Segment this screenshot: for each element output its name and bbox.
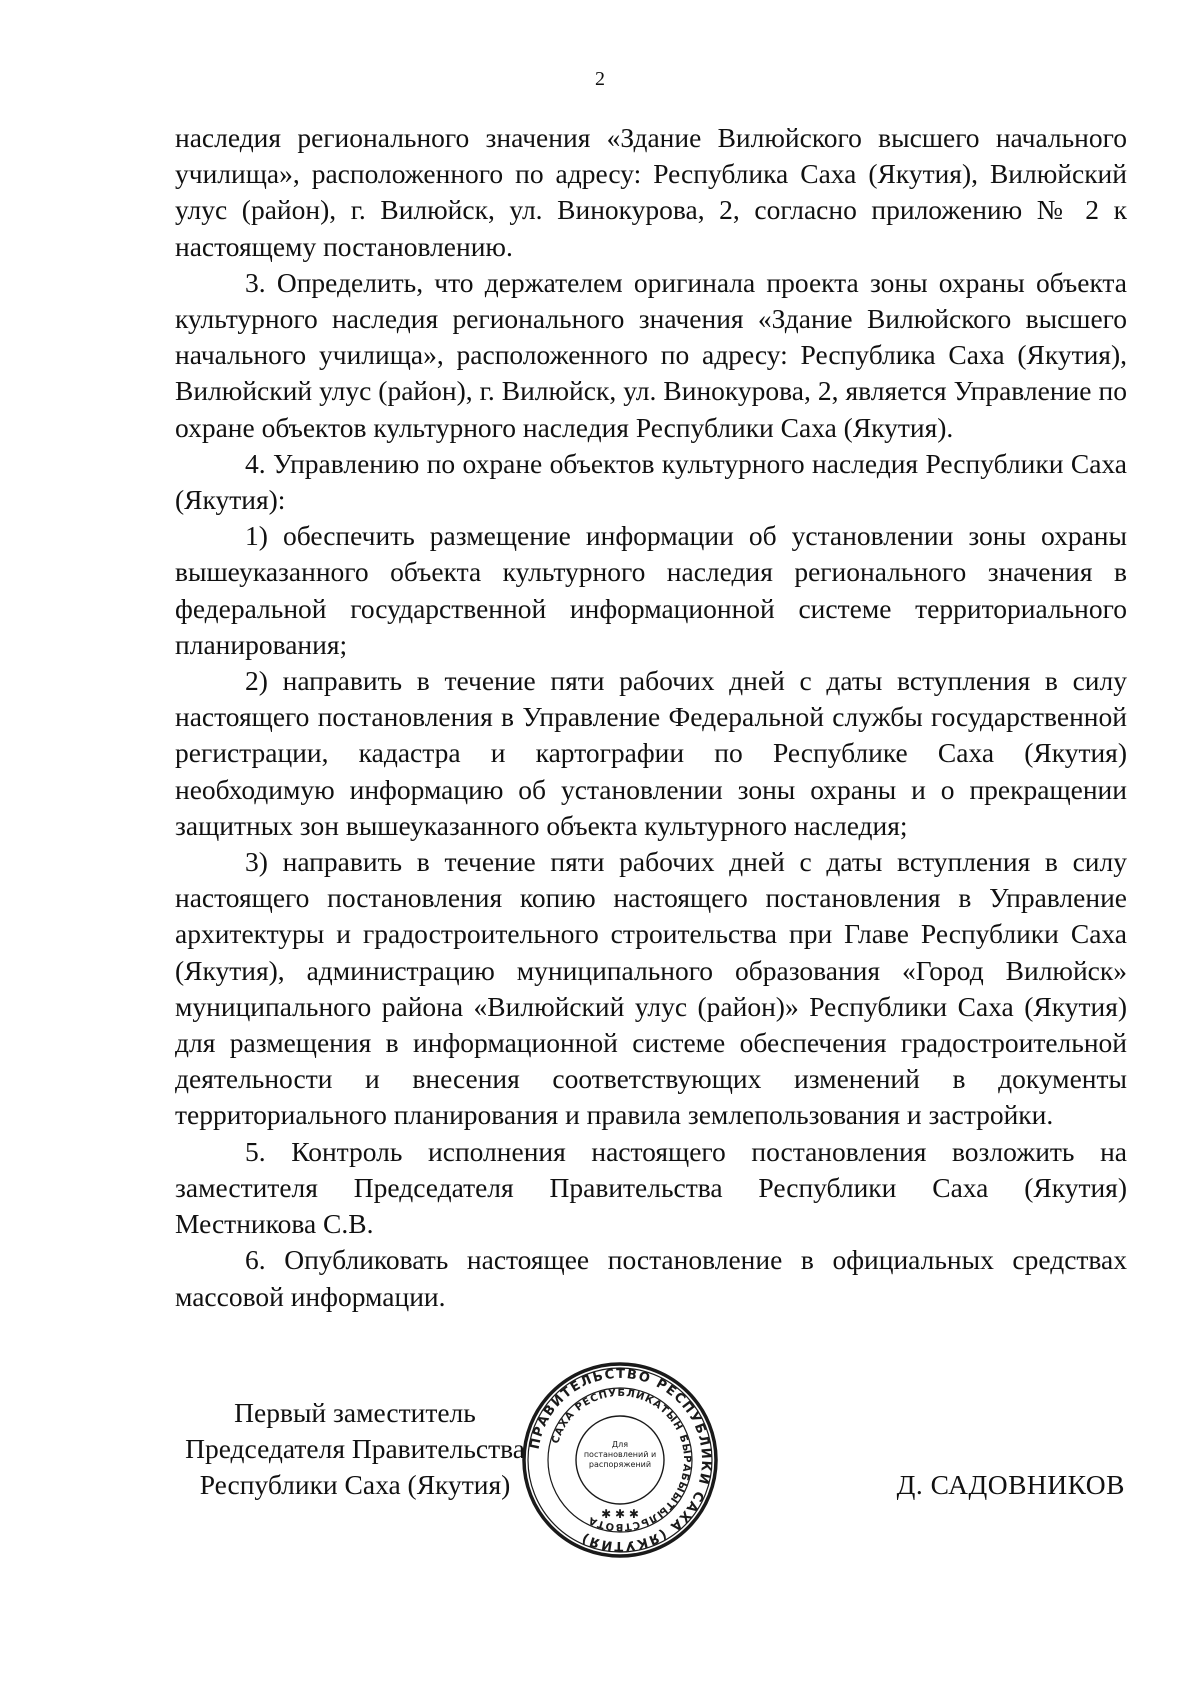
paragraph-5: 5. Контроль исполнения настоящего постановления возложить на заместителя Председателя Правительства Республики Саха (Якутия) Местникова С.В. xyxy=(175,1135,1127,1240)
seal-stars-icon: ✱ ✱ ✱ xyxy=(601,1507,639,1521)
paragraph-4: 4. Управлению по охране объектов культурного наследия Республики Саха (Якутия): xyxy=(175,447,1127,516)
paragraph-3: 3. Определить, что держателем оригинала проекта зоны охраны объекта культурного наследия регионального значения «Здание Вилюйского высшего начального училища», расположенного по адресу: Республика Саха (Якутия), Вилюйский улус (район), г. Вилюйск, ул. Винокурова, 2, является Управление по охране объектов культурного наследия Республики Саха (Якутия). xyxy=(175,266,1127,443)
signatory-position-line: Республики Саха (Якутия) xyxy=(199,1469,511,1501)
seal-graphic xyxy=(520,1360,720,1560)
paragraph-4-item-3: 3) направить в течение пяти рабочих дней с даты вступления в силу настоящего постановления копию настоящего постановления в Управление архитектуры и градостроительного строительства при Главе Республики Саха (Якутия), администрацию муниципального образования «Город Вилюйск» муниципального района «Вилюйский улус (район)» Республики Саха (Якутия) для размещения в информационной системе обеспечения градостроительной деятельности и внесения соответствующих изменений в документы территориального планирования и правила землепользования и застройки. xyxy=(175,846,1127,1131)
signatory-position-line: Председателя Правительства xyxy=(185,1433,525,1465)
seal-center-text: Для постановлений и распоряжений xyxy=(583,1440,657,1469)
paragraph-1: наследия регионального значения «Здание Вилюйского высшего начального училища», расположенного по адресу: Республика Саха (Якутия), Вилюйский улус (район), г. Вилюйск, ул. Винокурова, 2, согласно приложению № 2 к настоящему постановлению. xyxy=(175,122,1127,262)
paragraph-4-item-1: 1) обеспечить размещение информации об установлении зоны охраны вышеуказанного объекта культурного наследия регионального значения в федеральной государственной информационной системе территориального планирования; xyxy=(175,520,1127,660)
seal-inner-ring-text: САХА РЕСПУБЛИКАТЫН БЫРАБЫЫТЫЛЬСТВОТА xyxy=(550,1387,693,1533)
document-body xyxy=(175,120,1127,1315)
paragraph-6: 6. Опубликовать настоящее постановление в официальных средствах массовой информации. xyxy=(175,1244,1127,1312)
signatory-position xyxy=(175,1395,535,1504)
signatory-name: Д. САДОВНИКОВ xyxy=(896,1469,1125,1500)
page-number: 2 xyxy=(595,68,605,90)
signatory-position-line: Первый заместитель xyxy=(234,1397,476,1428)
seal-outer-text: ПРАВИТЕЛЬСТВО РЕСПУБЛИКИ САХА (ЯКУТИЯ) xyxy=(527,1366,714,1554)
official-seal xyxy=(520,1360,720,1560)
paragraph-4-item-2: 2) направить в течение пяти рабочих дней с даты вступления в силу настоящего постановления в Управление Федеральной службы государственной регистрации, кадастра и картографии по Республике Саха (Якутия) необходимую информацию об установлении зоны охраны и о прекращении защитных зон вышеуказанного объекта культурного наследия; xyxy=(175,665,1127,841)
